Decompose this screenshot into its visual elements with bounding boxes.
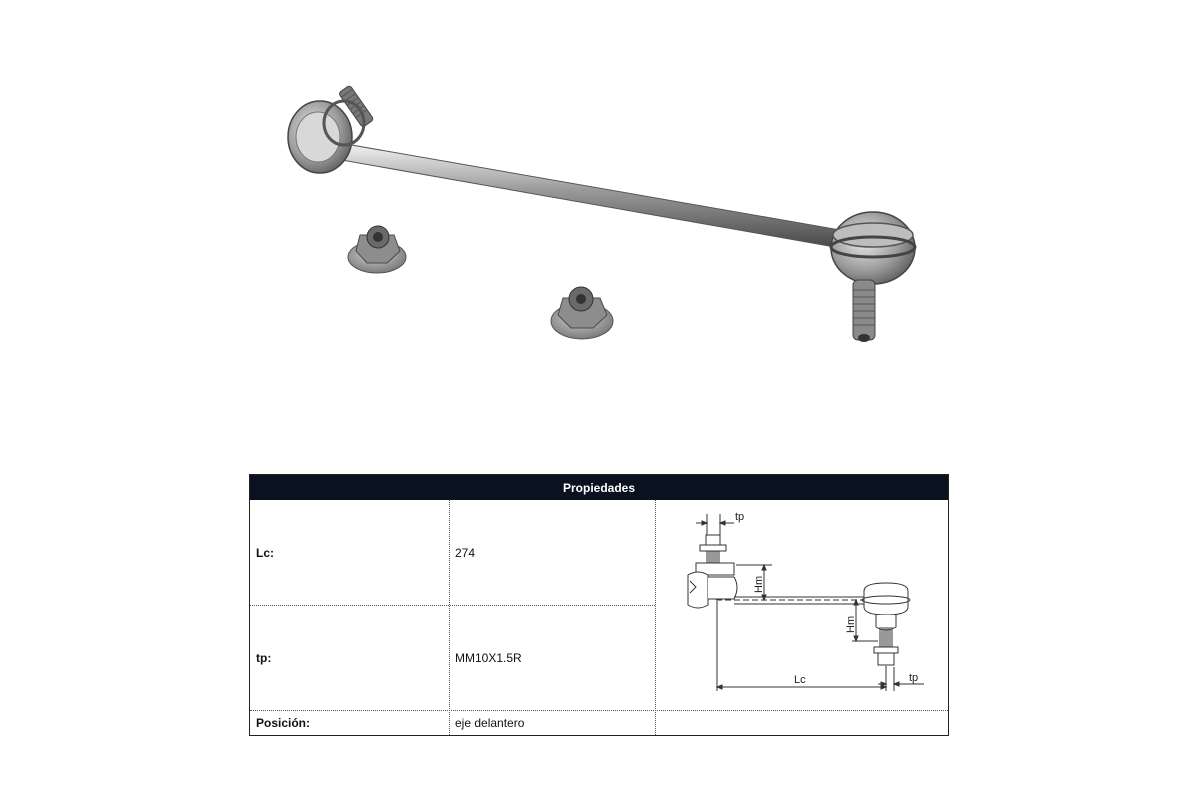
lc-dim-label: Lc xyxy=(794,674,806,686)
hm-right-label: Hm xyxy=(845,615,857,633)
stabilizer-link-icon xyxy=(270,75,930,375)
position-value: eje delantero xyxy=(455,715,525,730)
tp-label: tp: xyxy=(256,650,272,665)
tp-bottom-label: tp xyxy=(909,672,919,684)
tp-value: MM10X1.5R xyxy=(455,650,522,665)
stabilizer-link-drawing-icon xyxy=(656,501,948,711)
lc-value: 274 xyxy=(455,545,476,560)
properties-header: Propiedades xyxy=(250,475,948,500)
hm-left-label: Hm xyxy=(753,575,765,593)
dimension-diagram xyxy=(656,501,948,711)
properties-table xyxy=(249,474,949,736)
tp-top-label: tp xyxy=(735,511,745,523)
lc-label: Lc: xyxy=(256,545,274,560)
product-photo xyxy=(270,75,930,375)
position-label: Posición: xyxy=(256,715,311,730)
